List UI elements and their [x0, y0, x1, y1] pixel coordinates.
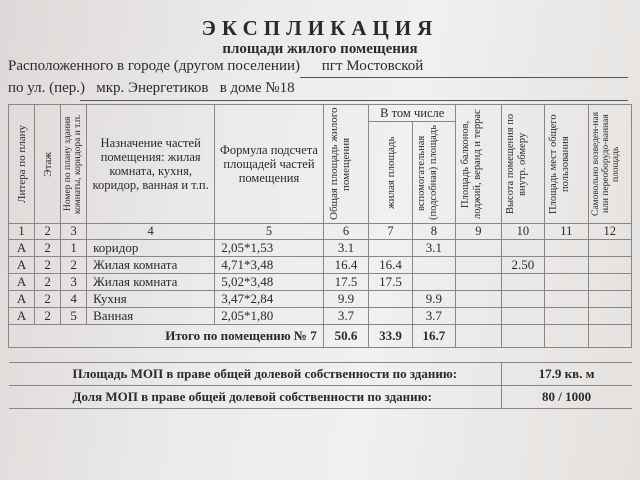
underline: [300, 77, 628, 78]
table-row: [9, 308, 632, 325]
cell-floor: 2: [35, 274, 61, 291]
cell-total: 9.9: [323, 291, 369, 308]
cell-living: [369, 240, 412, 257]
cell-formula: 5,02*3,48: [215, 274, 324, 291]
cell-no: 1: [61, 240, 87, 257]
address-line: [8, 80, 295, 97]
cell-height: [501, 240, 544, 257]
cell-name: Кухня: [87, 291, 215, 308]
street-value: мкр. Энергетиков: [96, 80, 209, 96]
cell-aux: 3.7: [412, 308, 455, 325]
cell-formula: 4,71*3,48: [215, 257, 324, 274]
header-litera: Литера по плану: [15, 125, 28, 203]
header-common: Площадь мест общего пользования: [548, 114, 572, 214]
cell-no: 5: [61, 308, 87, 325]
mop-share-value: 80 / 1000: [501, 386, 631, 409]
mop-area-value: 17.9 кв. м: [501, 363, 631, 386]
header-total-area: Общая площадь жилого помещения: [328, 107, 353, 221]
cell-aux: 9.9: [412, 291, 455, 308]
col-num: 7: [369, 224, 412, 240]
cell-living: [369, 291, 412, 308]
header-formula: Формула подсчета площадей частей помещения: [215, 105, 324, 224]
col-num: 10: [501, 224, 544, 240]
column-number-row: [9, 224, 632, 240]
cell-common: [545, 257, 588, 274]
mop-area-row: [9, 363, 632, 386]
header-room-no: Номер по плану здания комнаты, коридора и т.п.: [63, 114, 84, 214]
header-living: жилая площадь: [384, 136, 397, 209]
cell-unauth: [588, 274, 631, 291]
cell-unauth: [588, 257, 631, 274]
cell-litera: А: [9, 274, 35, 291]
cell-balcony: [456, 308, 502, 325]
cell-total: 16.4: [323, 257, 369, 274]
house-label: в доме №18: [219, 80, 295, 96]
cell-aux: [412, 274, 455, 291]
col-num: 5: [215, 224, 324, 240]
cell-name: Жилая комната: [87, 257, 215, 274]
cell-no: 2: [61, 257, 87, 274]
cell-balcony: [456, 291, 502, 308]
cell-name: коридор: [87, 240, 215, 257]
total-row: [9, 325, 632, 348]
total-label: Итого по помещению № 7: [9, 325, 324, 348]
cell-living: 17.5: [369, 274, 412, 291]
col-num: 12: [588, 224, 631, 240]
table-row: [9, 274, 632, 291]
col-num: 8: [412, 224, 455, 240]
cell-unauth: [588, 308, 631, 325]
col-num: 4: [87, 224, 215, 240]
table-row: [9, 257, 632, 274]
town-value: пгт Мостовской: [321, 58, 424, 74]
header-balcony: Площадь балконов, лоджий, веранд и террас: [460, 109, 484, 219]
col-num: 1: [9, 224, 35, 240]
total-aux-value: 16.7: [412, 325, 455, 348]
header-purpose: Назначение частей помещения: жилая комната, кухня, коридор, ванная и т.п.: [87, 105, 215, 224]
cell-common: [545, 308, 588, 325]
col-num: 9: [456, 224, 502, 240]
cell-total: 3.7: [323, 308, 369, 325]
cell-common: [545, 240, 588, 257]
cell-no: 4: [61, 291, 87, 308]
cell-balcony: [456, 257, 502, 274]
document-subtitle: площади жилого помещения: [222, 41, 418, 57]
total-living-value: 33.9: [369, 325, 412, 348]
header-floor: Этаж: [41, 151, 54, 177]
mop-share-label: Доля МОП в праве общей долевой собственности по зданию:: [9, 386, 502, 409]
col-num: 6: [323, 224, 369, 240]
cell-formula: 3,47*2,84: [215, 291, 324, 308]
header-including: В том числе: [369, 105, 456, 122]
cell-balcony: [456, 274, 502, 291]
cell-floor: 2: [35, 291, 61, 308]
cell-unauth: [588, 240, 631, 257]
cell-common: [545, 274, 588, 291]
cell-no: 3: [61, 274, 87, 291]
cell-litera: А: [9, 291, 35, 308]
cell-aux: 3.1: [412, 240, 455, 257]
cell-balcony: [456, 240, 502, 257]
total-area-value: 50.6: [323, 325, 369, 348]
cell-floor: 2: [35, 257, 61, 274]
col-num: 3: [61, 224, 87, 240]
cell-height: 2.50: [501, 257, 544, 274]
explication-table: [8, 104, 632, 449]
cell-height: [501, 291, 544, 308]
underline: [80, 100, 628, 101]
street-label: по ул. (пер.): [8, 80, 86, 96]
cell-formula: 2,05*1,53: [215, 240, 324, 257]
header-unauthorized: Самовольно возведен-ная или переоборудо-ванная площадь: [590, 111, 621, 217]
cell-total: 3.1: [323, 240, 369, 257]
mop-area-label: Площадь МОП в праве общей долевой собственности по зданию:: [9, 363, 502, 386]
cell-height: [501, 308, 544, 325]
cell-living: [369, 308, 412, 325]
col-num: 2: [35, 224, 61, 240]
cell-litera: А: [9, 308, 35, 325]
cell-floor: 2: [35, 240, 61, 257]
cell-common: [545, 291, 588, 308]
mop-share-row: [9, 386, 632, 409]
table-row: [9, 240, 632, 257]
cell-total: 17.5: [323, 274, 369, 291]
cell-name: Ванная: [87, 308, 215, 325]
header-height: Высота помещения по внутр. обмеру: [504, 113, 528, 215]
document-title: ЭКСПЛИКАЦИЯ: [201, 16, 439, 40]
cell-floor: 2: [35, 308, 61, 325]
location-line: [8, 58, 423, 75]
cell-height: [501, 274, 544, 291]
cell-litera: А: [9, 240, 35, 257]
cell-aux: [412, 257, 455, 274]
col-num: 11: [545, 224, 588, 240]
cell-unauth: [588, 291, 631, 308]
location-label: Расположенного в городе (другом поселении): [8, 58, 301, 74]
header-auxiliary: вспомогательная (подсобная) площадь: [415, 125, 439, 220]
cell-living: 16.4: [369, 257, 412, 274]
table-row: [9, 291, 632, 308]
cell-name: Жилая комната: [87, 274, 215, 291]
cell-formula: 2,05*1,80: [215, 308, 324, 325]
cell-litera: А: [9, 257, 35, 274]
header-row: [9, 105, 632, 122]
